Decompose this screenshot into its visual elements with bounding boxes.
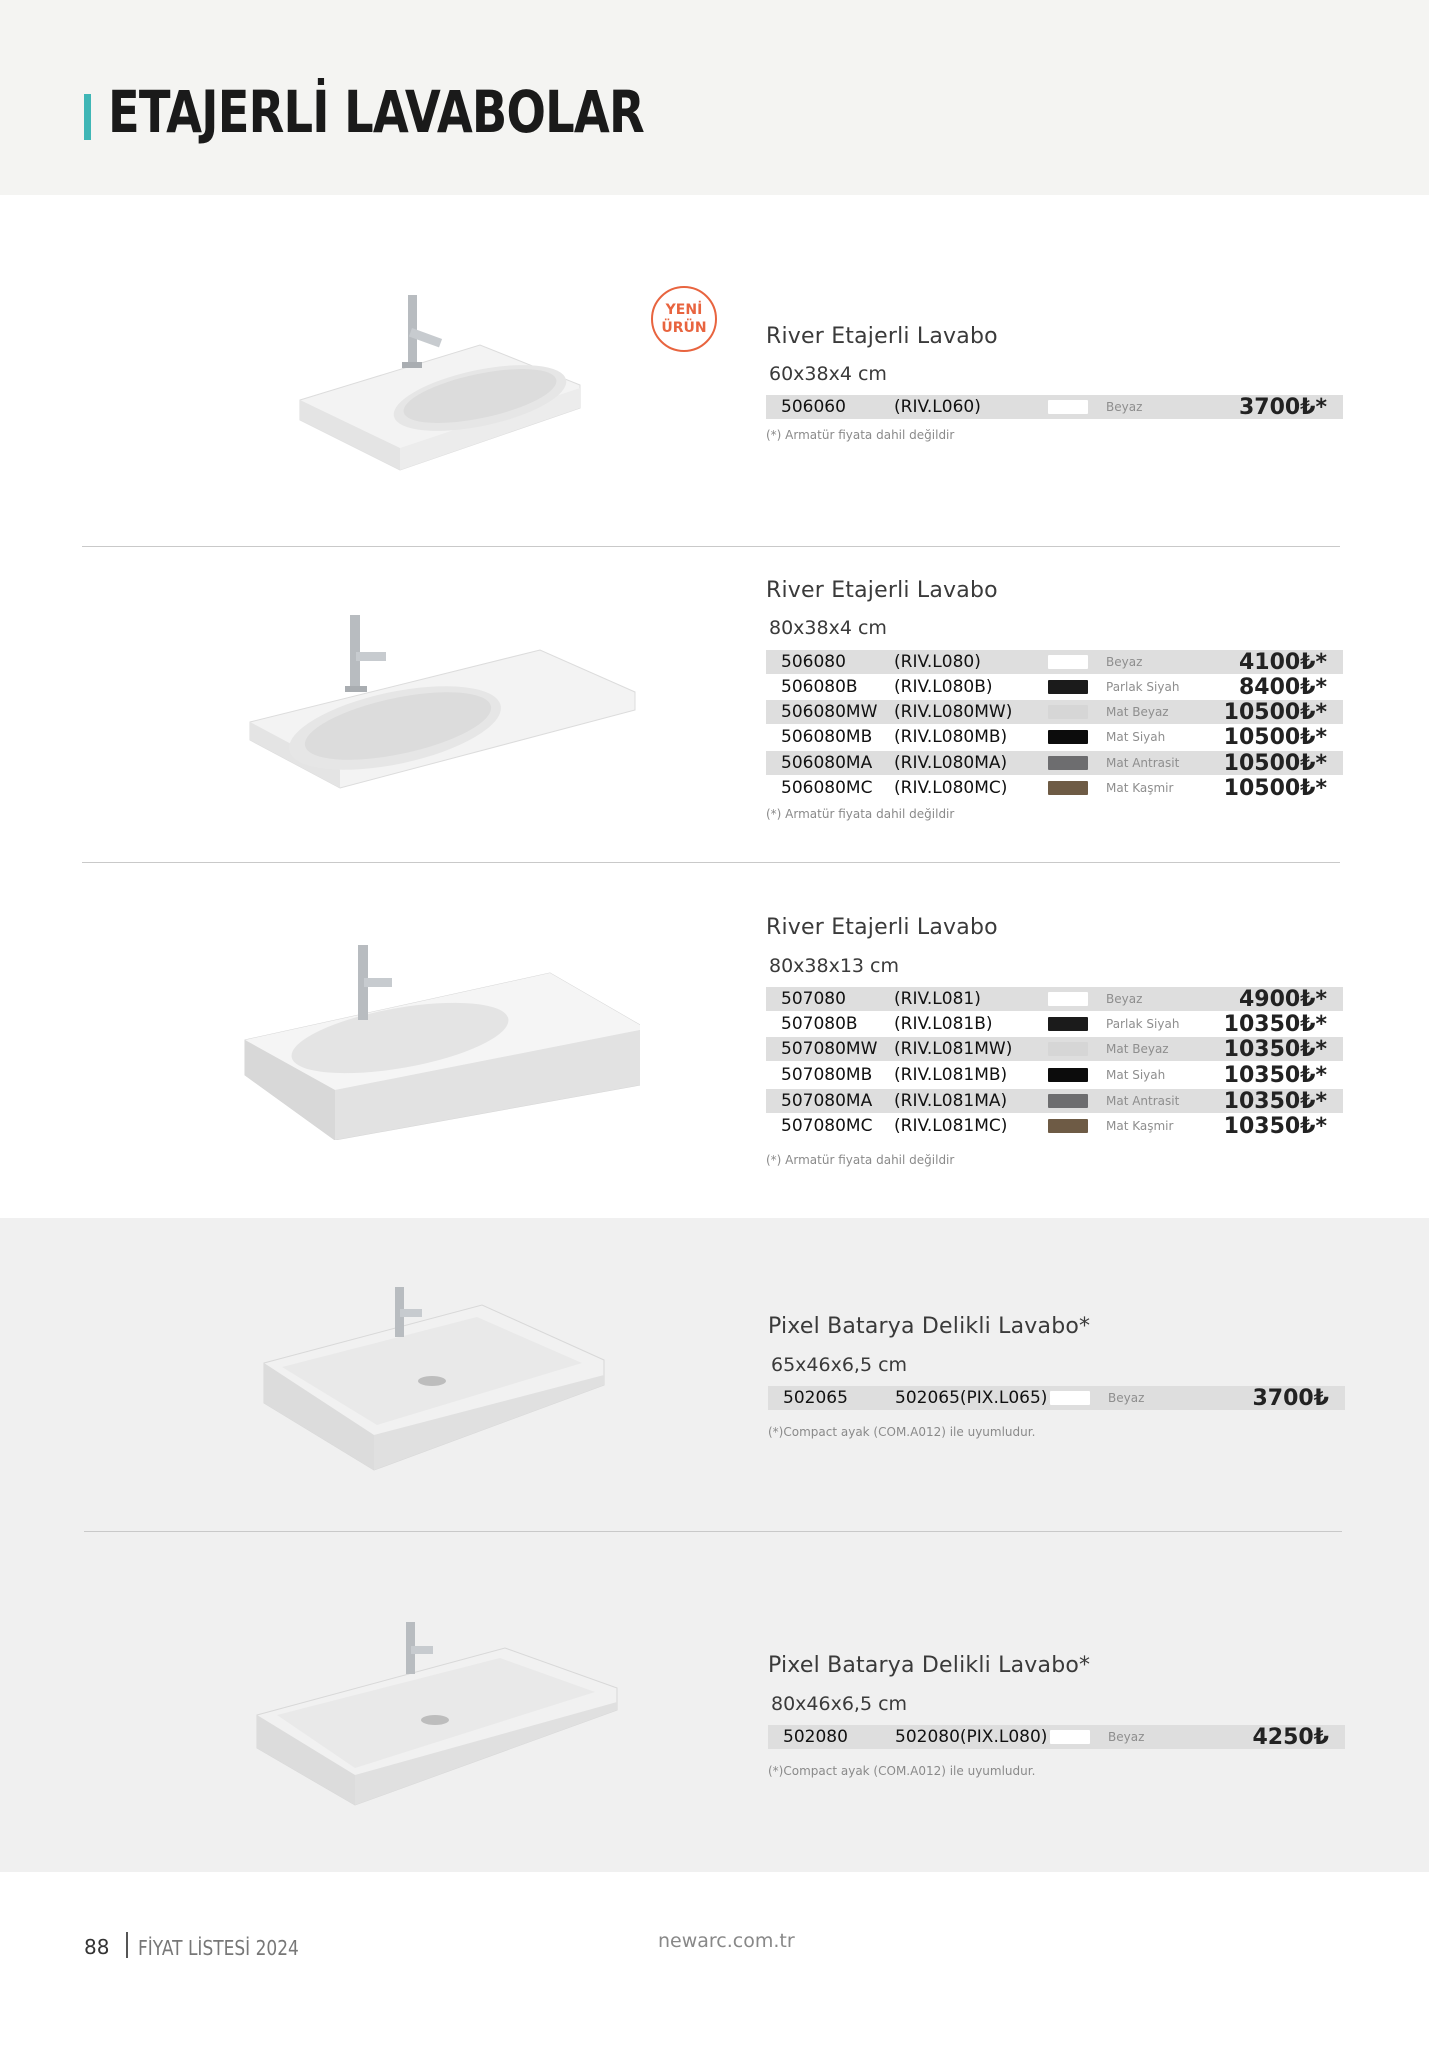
product-ref: (RIV.L060) [894, 397, 981, 417]
product-name: Pixel Batarya Delikli Lavabo* [768, 1653, 1091, 1678]
product-ref: (RIV.L080B) [894, 677, 993, 697]
product-code: 506080B [781, 677, 858, 697]
color-name: Beyaz [1108, 1391, 1145, 1405]
sink-image-river-80-13 [240, 940, 640, 1140]
price: 10500₺* [1223, 751, 1327, 776]
price: 10500₺* [1223, 725, 1327, 750]
product-name: River Etajerli Lavabo [766, 915, 998, 940]
price: 10350₺* [1223, 1063, 1327, 1088]
badge-line-1: YENİ [665, 302, 703, 318]
price-row [768, 1725, 1345, 1749]
product-note: (*)Compact ayak (COM.A012) ile uyumludur. [768, 1425, 1036, 1439]
color-name: Mat Kaşmir [1106, 781, 1174, 795]
product-ref: 502065(PIX.L065) [895, 1388, 1048, 1408]
product-ref: (RIV.L080MB) [894, 727, 1008, 747]
color-swatch [1048, 680, 1088, 694]
color-swatch [1048, 400, 1088, 414]
website-url: newarc.com.tr [658, 1930, 795, 1952]
price: 10350₺* [1223, 1012, 1327, 1037]
color-swatch [1048, 1119, 1088, 1133]
sink-image-river-80 [240, 610, 640, 795]
badge-line-2: ÜRÜN [661, 320, 707, 336]
product-ref: (RIV.L080) [894, 652, 981, 672]
color-name: Parlak Siyah [1106, 1017, 1180, 1031]
price-row [766, 725, 1343, 749]
price-row [766, 675, 1343, 699]
product-ref: 502080(PIX.L080) [895, 1727, 1048, 1747]
footer-label: FİYAT LİSTESİ 2024 [138, 1936, 299, 1960]
color-swatch [1048, 1094, 1088, 1108]
price: 3700₺* [1238, 395, 1327, 420]
price-row [766, 776, 1343, 800]
product-ref: (RIV.L080MC) [894, 778, 1008, 798]
product-name: Pixel Batarya Delikli Lavabo* [768, 1314, 1091, 1339]
color-name: Mat Beyaz [1106, 1042, 1169, 1056]
color-name: Mat Antrasit [1106, 1094, 1180, 1108]
color-swatch [1048, 992, 1088, 1006]
price: 4250₺ [1252, 1725, 1329, 1750]
price: 10350₺* [1223, 1089, 1327, 1114]
page-number: 88 [84, 1935, 110, 1959]
product-note: (*)Compact ayak (COM.A012) ile uyumludur. [768, 1764, 1036, 1778]
product-dimensions: 60x38x4 cm [769, 363, 887, 385]
price: 4900₺* [1238, 987, 1327, 1012]
new-product-badge [651, 286, 717, 352]
price-row [766, 987, 1343, 1011]
product-ref: (RIV.L081MW) [894, 1039, 1013, 1059]
price-row [766, 1063, 1343, 1087]
sink-image-pixel-65 [262, 1285, 607, 1475]
price-row [766, 1089, 1343, 1113]
price: 3700₺ [1252, 1386, 1329, 1411]
product-note: (*) Armatür fiyata dahil değildir [766, 807, 955, 821]
product-ref: (RIV.L081MC) [894, 1116, 1008, 1136]
product-ref: (RIV.L081MA) [894, 1091, 1008, 1111]
color-swatch [1050, 1391, 1090, 1405]
title-accent-bar [84, 94, 91, 140]
product-name: River Etajerli Lavabo [766, 578, 998, 603]
color-name: Mat Siyah [1106, 730, 1166, 744]
color-name: Beyaz [1106, 655, 1143, 669]
price: 10350₺* [1223, 1037, 1327, 1062]
price-row [768, 1386, 1345, 1410]
price: 8400₺* [1238, 675, 1327, 700]
product-dimensions: 65x46x6,5 cm [771, 1354, 908, 1376]
product-dimensions: 80x46x6,5 cm [771, 1693, 908, 1715]
product-code: 502080 [783, 1727, 848, 1747]
price-row [766, 751, 1343, 775]
product-dimensions: 80x38x13 cm [769, 955, 900, 977]
color-name: Mat Beyaz [1106, 705, 1169, 719]
color-swatch [1048, 730, 1088, 744]
section-divider [84, 1531, 1342, 1532]
color-swatch [1048, 1042, 1088, 1056]
product-ref: (RIV.L081B) [894, 1014, 993, 1034]
price-row [766, 395, 1343, 419]
product-code: 507080 [781, 989, 846, 1009]
pixel-section-background [0, 1218, 1429, 1872]
product-code: 506080MW [781, 702, 878, 722]
price: 4100₺* [1238, 650, 1327, 675]
page-title: ETAJERLİ LAVABOLAR [108, 78, 644, 146]
price-row [766, 1114, 1343, 1138]
section-divider [82, 546, 1340, 547]
product-code: 506080MB [781, 727, 873, 747]
color-name: Beyaz [1106, 992, 1143, 1006]
product-note: (*) Armatür fiyata dahil değildir [766, 1153, 955, 1167]
footer-separator [126, 1932, 128, 1958]
color-name: Beyaz [1108, 1730, 1145, 1744]
section-divider [82, 862, 1340, 863]
color-name: Beyaz [1106, 400, 1143, 414]
price-row [766, 650, 1343, 674]
product-code: 507080MW [781, 1039, 878, 1059]
color-swatch [1048, 756, 1088, 770]
color-name: Mat Kaşmir [1106, 1119, 1174, 1133]
product-ref: (RIV.L080MA) [894, 753, 1008, 773]
price-row [766, 700, 1343, 724]
sink-image-river-60 [290, 290, 590, 475]
color-swatch [1048, 1017, 1088, 1031]
color-name: Mat Antrasit [1106, 756, 1180, 770]
color-swatch [1048, 1068, 1088, 1082]
color-swatch [1048, 655, 1088, 669]
product-dimensions: 80x38x4 cm [769, 617, 887, 639]
product-code: 507080MA [781, 1091, 873, 1111]
price: 10500₺* [1223, 700, 1327, 725]
product-note: (*) Armatür fiyata dahil değildir [766, 428, 955, 442]
product-code: 506080MA [781, 753, 873, 773]
product-code: 507080MB [781, 1065, 873, 1085]
color-swatch [1048, 781, 1088, 795]
price: 10350₺* [1223, 1114, 1327, 1139]
product-code: 506080MC [781, 778, 873, 798]
price-row [766, 1012, 1343, 1036]
color-swatch [1050, 1730, 1090, 1744]
color-swatch [1048, 705, 1088, 719]
product-code: 506080 [781, 652, 846, 672]
product-name: River Etajerli Lavabo [766, 324, 998, 349]
product-code: 507080B [781, 1014, 858, 1034]
product-ref: (RIV.L081MB) [894, 1065, 1008, 1085]
color-name: Parlak Siyah [1106, 680, 1180, 694]
price: 10500₺* [1223, 776, 1327, 801]
color-name: Mat Siyah [1106, 1068, 1166, 1082]
product-code: 507080MC [781, 1116, 873, 1136]
product-ref: (RIV.L080MW) [894, 702, 1013, 722]
sink-image-pixel-80 [255, 1620, 625, 1810]
product-ref: (RIV.L081) [894, 989, 981, 1009]
price-row [766, 1037, 1343, 1061]
product-code: 502065 [783, 1388, 848, 1408]
product-code: 506060 [781, 397, 846, 417]
